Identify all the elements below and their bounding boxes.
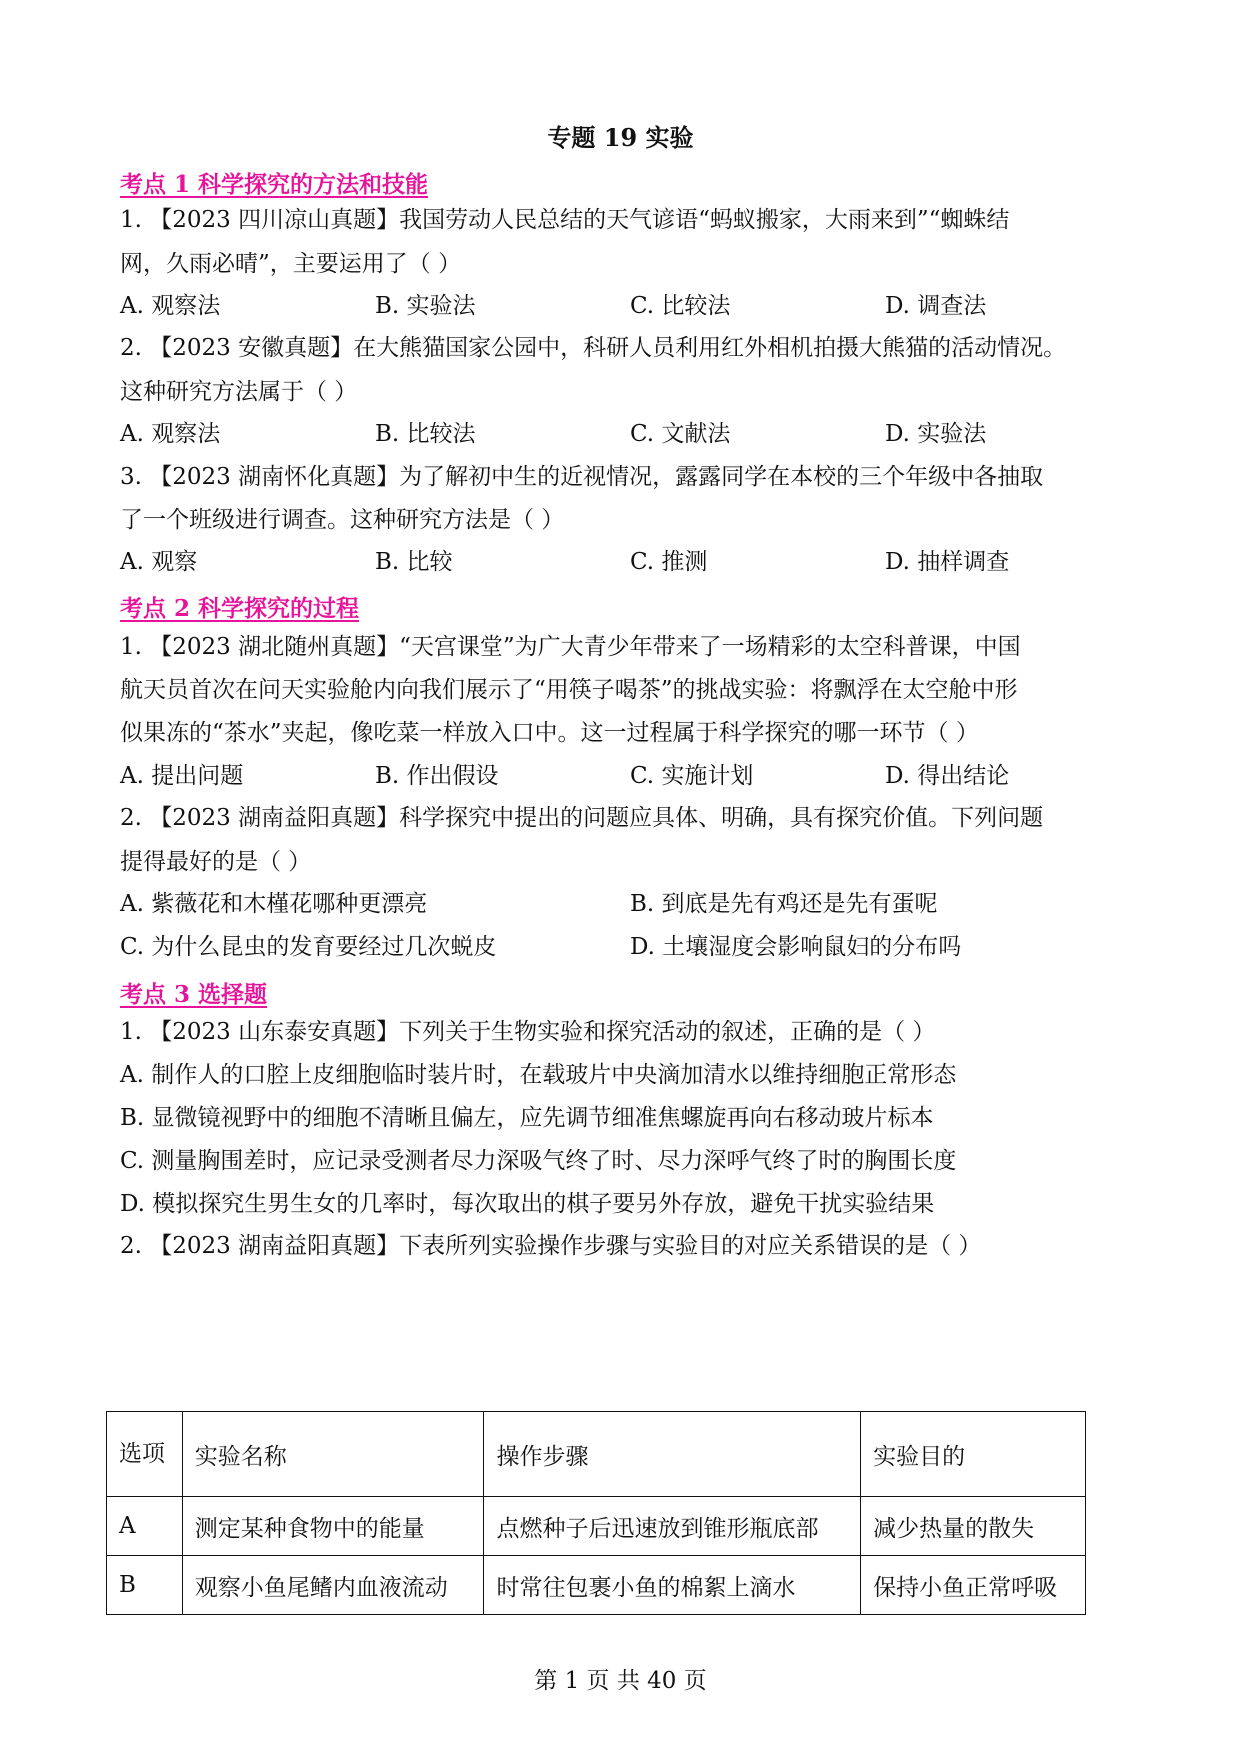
question-text: 航天员首次在问天实验舱内向我们展示了“用筷子喝茶”的挑战实验：将飘浮在太空舱中形 bbox=[120, 677, 1018, 703]
section-heading-2: 考点 2 科学探究的过程 bbox=[120, 595, 360, 622]
table-cell: A bbox=[107, 1497, 183, 1556]
table-cell: 时常往包裹小鱼的棉絮上滴水 bbox=[484, 1556, 861, 1615]
question-text: 2. 【2023 安徽真题】在大熊猫国家公园中，科研人员利用红外相机拍摄大熊猫的活动情况。 bbox=[120, 335, 1067, 361]
table-row bbox=[107, 1497, 1086, 1556]
option: D. 抽样调查 bbox=[885, 549, 1010, 575]
question-text: 3. 【2023 湖南怀化真题】为了解初中生的近视情况，露露同学在本校的三个年级中各抽取 bbox=[120, 464, 1044, 490]
option: D. 模拟探究生男生女的几率时，每次取出的棋子要另外存放，避免干扰实验结果 bbox=[120, 1191, 935, 1217]
option: C. 为什么昆虫的发育要经过几次蜕皮 bbox=[120, 934, 497, 960]
option: C. 测量胸围差时，应记录受测者尽力深吸气终了时、尽力深呼气终了时的胸围长度 bbox=[120, 1148, 957, 1174]
question-text: 网，久雨必晴”，主要运用了（ ） bbox=[120, 251, 462, 277]
page-footer: 第 1 页 共 40 页 bbox=[534, 1668, 707, 1694]
table-header-cell: 操作步骤 bbox=[484, 1412, 861, 1497]
table-header-cell: 实验目的 bbox=[861, 1412, 1086, 1497]
option: B. 显微镜视野中的细胞不清晰且偏左，应先调节细准焦螺旋再向右移动玻片标本 bbox=[120, 1105, 934, 1131]
question-text: 2. 【2023 湖南益阳真题】科学探究中提出的问题应具体、明确，具有探究价值。下列问题 bbox=[120, 805, 1044, 831]
option: A. 观察 bbox=[120, 549, 198, 575]
option: B. 到底是先有鸡还是先有蛋呢 bbox=[630, 891, 938, 917]
option: D. 调查法 bbox=[885, 293, 987, 319]
option: D. 得出结论 bbox=[885, 763, 1010, 789]
option: B. 比较法 bbox=[375, 421, 476, 447]
table-cell: 测定某种食物中的能量 bbox=[182, 1497, 484, 1556]
page-title: 专题 19 实验 bbox=[547, 123, 694, 152]
section-heading-3: 考点 3 选择题 bbox=[120, 981, 268, 1008]
question-text: 这种研究方法属于（ ） bbox=[120, 379, 358, 405]
question-text: 提得最好的是（ ） bbox=[120, 849, 312, 875]
table-row bbox=[107, 1556, 1086, 1615]
table-cell: 观察小鱼尾鳍内血液流动 bbox=[182, 1556, 484, 1615]
option: A. 制作人的口腔上皮细胞临时装片时，在载玻片中央滴加清水以维持细胞正常形态 bbox=[120, 1062, 957, 1088]
question-text: 似果冻的“茶水”夹起，像吃菜一样放入口中。这一过程属于科学探究的哪一环节（ ） bbox=[120, 720, 979, 746]
question-text: 1. 【2023 四川凉山真题】我国劳动人民总结的天气谚语“蚂蚁搬家，大雨来到”“蜘蛛结 bbox=[120, 207, 1010, 233]
table-cell: B bbox=[107, 1556, 183, 1615]
option: C. 比较法 bbox=[630, 293, 731, 319]
table-header-row bbox=[107, 1412, 1086, 1497]
question-text: 了一个班级进行调查。这种研究方法是（ ） bbox=[120, 507, 565, 533]
option: B. 比较 bbox=[375, 549, 453, 575]
option: B. 作出假设 bbox=[375, 763, 499, 789]
table-cell: 保持小鱼正常呼吸 bbox=[861, 1556, 1086, 1615]
option: C. 推测 bbox=[630, 549, 708, 575]
section-heading-1: 考点 1 科学探究的方法和技能 bbox=[120, 171, 429, 198]
table-header-cell: 实验名称 bbox=[182, 1412, 484, 1497]
table-header-cell: 选项 bbox=[107, 1412, 183, 1497]
option: C. 文献法 bbox=[630, 421, 731, 447]
option: A. 观察法 bbox=[120, 293, 221, 319]
option: D. 土壤湿度会影响鼠妇的分布吗 bbox=[630, 934, 962, 960]
experiment-table bbox=[106, 1411, 1086, 1615]
option: B. 实验法 bbox=[375, 293, 476, 319]
table-cell: 点燃种子后迅速放到锥形瓶底部 bbox=[484, 1497, 861, 1556]
question-text: 1. 【2023 山东泰安真题】下列关于生物实验和探究活动的叙述，正确的是（ ） bbox=[120, 1019, 936, 1045]
table-cell: 减少热量的散失 bbox=[861, 1497, 1086, 1556]
option: A. 观察法 bbox=[120, 421, 221, 447]
question-text: 2. 【2023 湖南益阳真题】下表所列实验操作步骤与实验目的对应关系错误的是（ ） bbox=[120, 1233, 982, 1259]
option: A. 紫薇花和木槿花哪种更漂亮 bbox=[120, 891, 428, 917]
option: A. 提出问题 bbox=[120, 763, 244, 789]
question-text: 1. 【2023 湖北随州真题】“天宫课堂”为广大青少年带来了一场精彩的太空科普课，中国 bbox=[120, 634, 1021, 660]
option: D. 实验法 bbox=[885, 421, 987, 447]
option: C. 实施计划 bbox=[630, 763, 754, 789]
